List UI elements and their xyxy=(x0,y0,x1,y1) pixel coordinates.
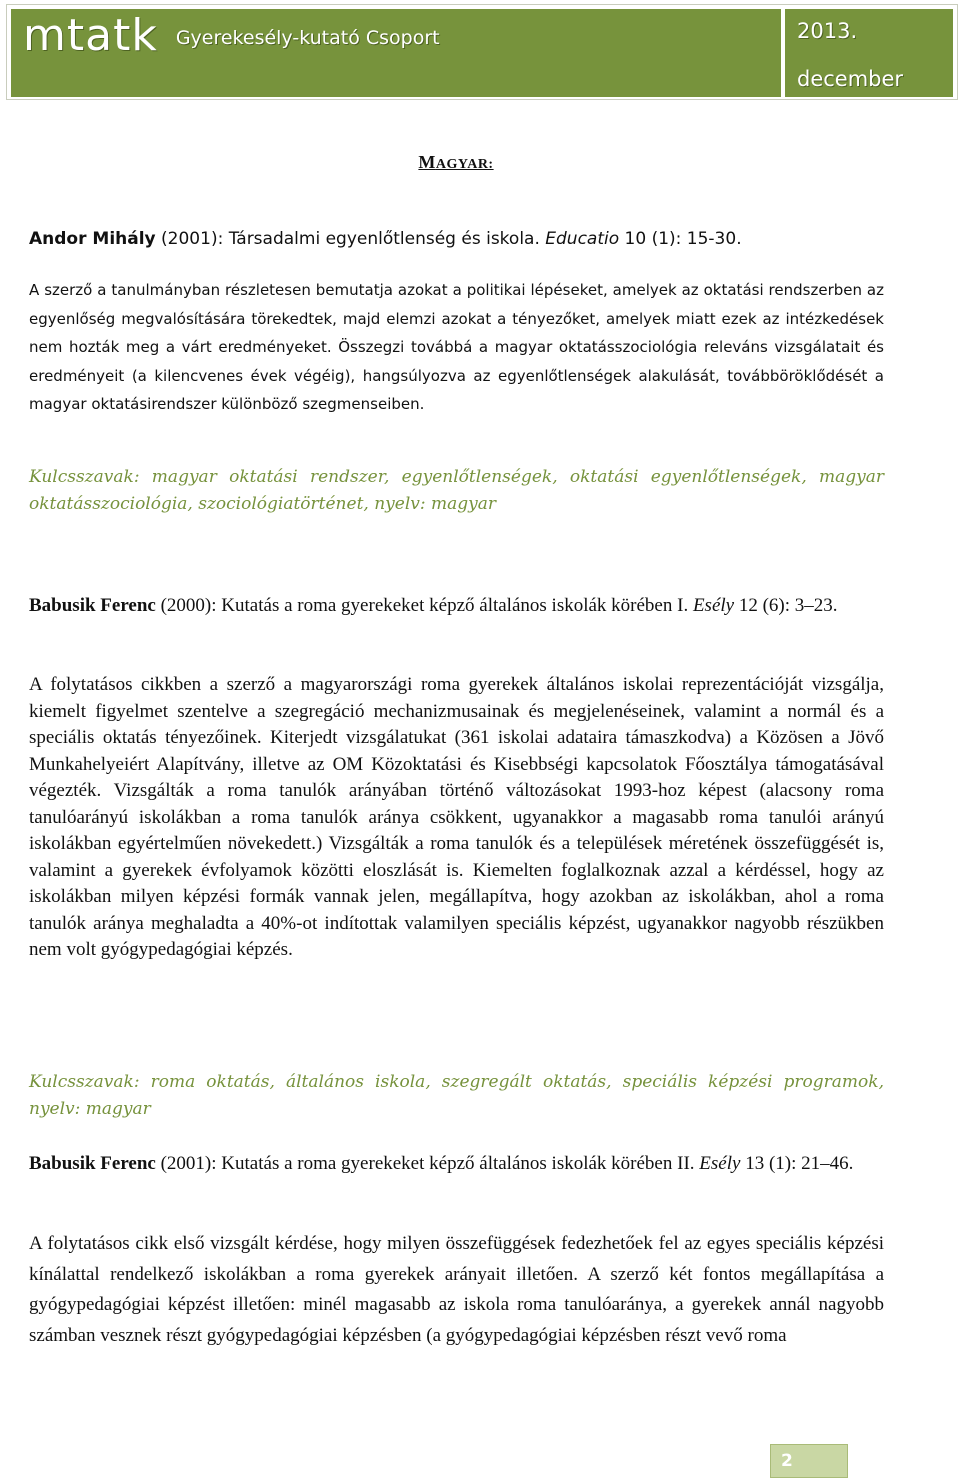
entry2-journal: Esély xyxy=(692,595,735,616)
entry1-citation-volume: 10 (1): 15-30. xyxy=(619,229,742,249)
entry1-citation xyxy=(29,226,884,253)
entry1-author: Andor Mihály xyxy=(29,229,156,249)
entry2-author: Babusik Ferenc xyxy=(29,595,156,616)
entry2-abstract: A folytatásos cikkben a szerző a magyarországi roma gyerekek általános iskolai reprezentációját vizsgálja, kiemelt figyelmet szentelve a szegregáció mechanizmusainak és megjelenéseinek, valamint a normál és a speciális oktatás tényezőinek. Kiterjedt vizsgálatukat (361 iskolai adataira támaszkodva) a Közösen a Jövő Munkahelyeiért Alapítvány, illetve az OM Közoktatási és Kisebbségi kapcsolatok Főosztálya támogatásával végezték. Vizsgálták a roma tanulók arányában történő változásokat 1993-hoz képest (alacsony roma tanulóarányú iskolákban a roma tanulók aránya csökkent, ugyanakkor a magasabb roma tanulói arányú iskolákban egyértelműen növekedett.) Vizsgálták a roma tanulók és a települések méretének összefüggését is, valamint a gyerekek évfolyamok közötti eloszlását is. Kiemelten foglalkoznak azzal a kérdéssel, hogy az iskolákban milyen képzési formák vannak jelen, megállapítva, hogy azokban az iskolákban, ahol a roma tanulók aránya meghaladta a 40%-ot indítottak valamilyen speciális képzést, ugyanakkor nagyobb részükben nem volt gyógypedagógiai képzés. xyxy=(29,674,884,960)
entry3-journal: Esély xyxy=(699,1153,741,1174)
entry3-author: Babusik Ferenc xyxy=(29,1153,156,1174)
header-date-panel xyxy=(785,9,953,97)
header-title-panel xyxy=(11,9,781,97)
section-title-initial: M xyxy=(418,152,436,172)
page-header xyxy=(6,4,958,100)
entry1-abstract: A szerző a tanulmányban részletesen bemutatja azokat a politikai lépéseket, amelyek az oktatási rendszerben az egyenlőség megvalósítására törekedtek, majd elemzi azokat a tényezőket, amelyek miatt ezek az intézkedések nem hozták meg a várt eredményeket. Összegzi továbbá a magyar oktatásszociológia releváns vizsgálatait és eredményeit (a kilencvenes évek végéig), hangsúlyozva az egyenlőtlenségek alakulását, továbböröklődését a magyar oktatásirendszer különböző szegmenseiben. xyxy=(29,281,884,413)
entry3-citation-text: (2001): Kutatás a roma gyerekeket képző általános iskolák körében II. xyxy=(155,1153,700,1174)
header-month: december xyxy=(797,67,904,91)
entry2-citation-text: (2000): Kutatás a roma gyerekeket képző általános iskolák körében I. xyxy=(155,595,693,616)
entry2-citation-volume: 12 (6): 3–23. xyxy=(734,595,838,616)
entry2-citation xyxy=(29,592,884,619)
entry3-citation xyxy=(29,1150,884,1177)
entry1-journal: Educatio xyxy=(545,229,620,249)
entry2-keywords: Kulcsszavak: roma oktatás, általános iskola, szegregált oktatás, speciális képzési programok, nyelv: magyar xyxy=(29,1072,884,1119)
page-number-box xyxy=(770,1444,848,1478)
entry1-keywords: Kulcsszavak: magyar oktatási rendszer, egyenlőtlenségek, oktatási egyenlőtlenségek, magyar oktatásszociológia, szociológiatörténet, nyelv: magyar xyxy=(29,467,884,514)
group-name: Gyerekesély-kutató Csoport xyxy=(175,27,440,49)
entry3-abstract: A folytatásos cikk első vizsgált kérdése, hogy milyen összefüggések fedezhetőek fel az egyes speciális képzési kínálattal rendelkező iskolákban a roma gyerekek arányait illetően. A szerző két fontos megállapítása a gyógypedagógiai képzést illetően: minél magasabb az iskola roma tanulóaránya, a gyerekek annál nagyobb számban vesznek részt gyógypedagógiai képzésben (a gyógypedagógiai képzésben részt vevő roma xyxy=(29,1233,884,1346)
page-number: 2 xyxy=(781,1451,793,1471)
section-title-rest: AGYAR: xyxy=(435,157,494,172)
section-title xyxy=(0,152,912,173)
entry3-citation-volume: 13 (1): 21–46. xyxy=(740,1153,854,1174)
mtatk-logo: mtatk xyxy=(23,10,158,61)
header-year: 2013. xyxy=(797,19,858,43)
entry1-citation-text: (2001): Társadalmi egyenlőtlenség és iskola. xyxy=(155,229,546,249)
